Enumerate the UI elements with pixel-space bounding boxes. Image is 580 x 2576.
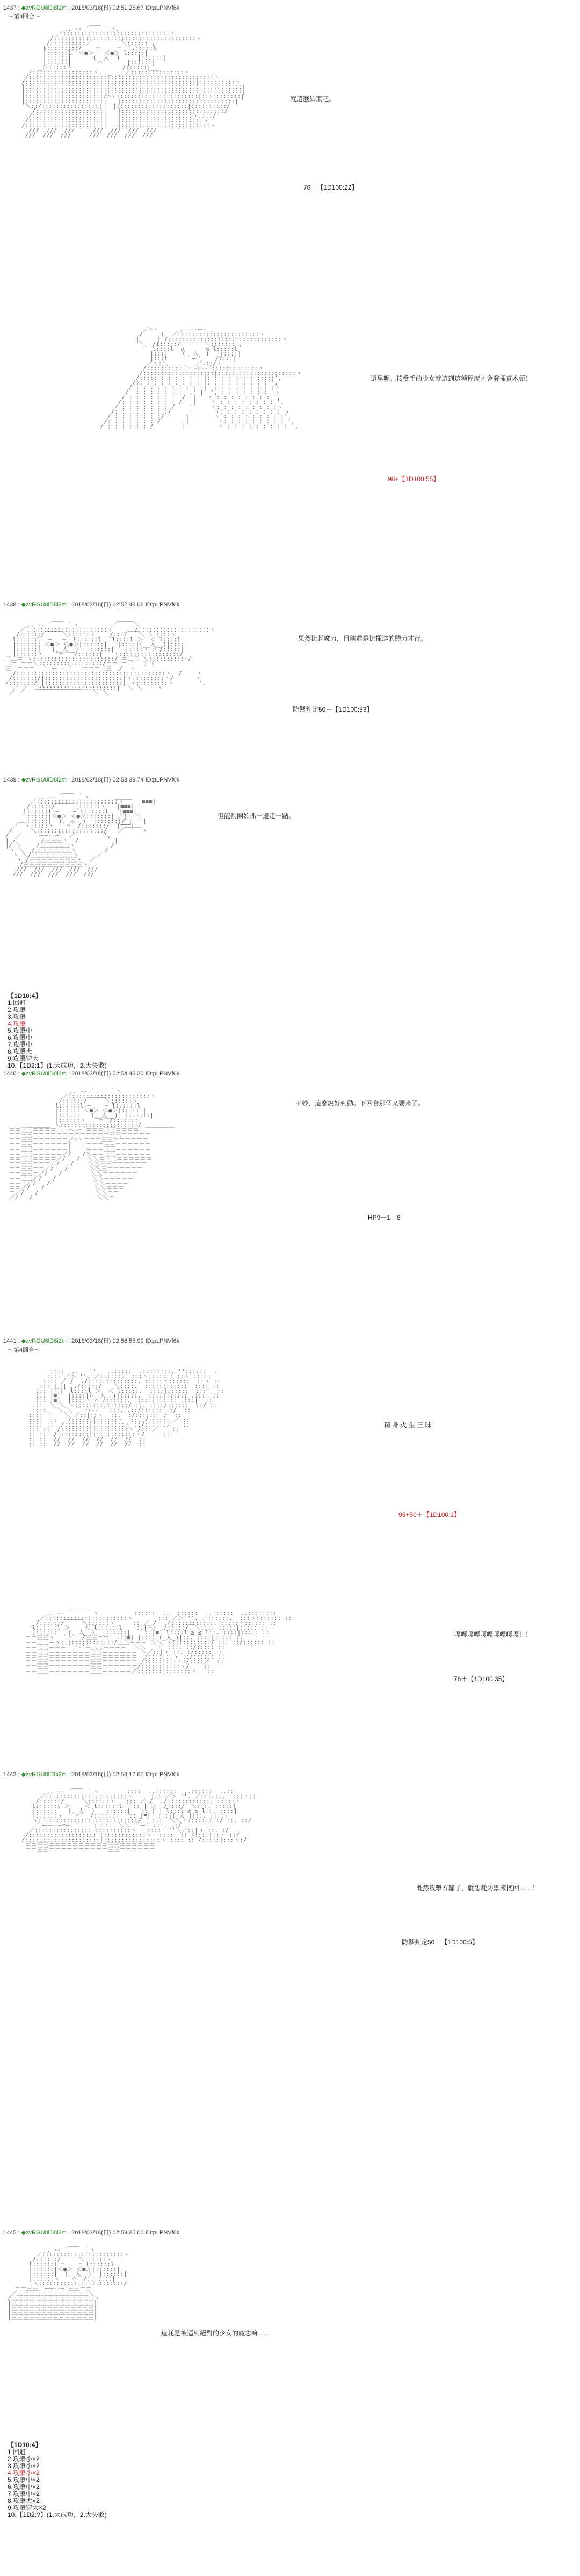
menu-item: 5.攻擊中×2 (8, 2476, 40, 2484)
post-time: 02:59:25.00 (112, 2230, 144, 2236)
menu-item: 8.攻擊大 (8, 1048, 33, 1055)
post-id[interactable]: ID:pLPNVf6k (143, 602, 180, 608)
post-header-1443 (3, 1770, 179, 1778)
hp-calc: HP9－1＝8 (368, 1214, 401, 1221)
tripcode: ◆zvRGU8lD8i2m (21, 777, 67, 783)
narration-line: 還早呢。接受手的少女就這到這種程度才會發揮真本領！ (371, 375, 532, 382)
narration-line: 但能夠開始抓一邊走一點。 (218, 812, 295, 820)
post-id[interactable]: ID:pLPNVf6k (143, 5, 180, 11)
narration-line: 這耗是被逼到絕對的少女的魔志嘛…… (161, 2329, 271, 2337)
post-header-1439 (3, 775, 179, 784)
post-sep: : (16, 1771, 21, 1778)
post-header-1441 (3, 1336, 179, 1345)
post-id[interactable]: ID:pLPNVf6k (143, 1771, 180, 1778)
menu-item: 7.攻擊中 (8, 1041, 33, 1048)
post-number[interactable]: 1445 (3, 2230, 17, 2236)
narration-line: 就這麼結束吧。 (290, 95, 336, 103)
post-header-1437 (3, 3, 179, 12)
post-id[interactable]: ID:pLPNVf6k (143, 1070, 180, 1077)
post-sep: : (16, 5, 21, 11)
post-sep: : (16, 2230, 21, 2236)
post-date: : 2018/03/18(日) (66, 1338, 113, 1344)
post-number[interactable]: 1440 (3, 1070, 17, 1077)
ascii-art-8: ,. -‐ ´￣￣ ｀ヽ :::: ..:::::: ..:::::: ..:: ／:::::::::::::::::::::::ヽ ::: ／＞ ''. ／::::::. :::ヽ:: /::::::/￣￣￣＼::::::ヽ ::: ／ / ./::::::::::::. :::::ヽ l::::::l ＞ ＜ l::::::l :: |三| ./::::/￣＼:::. :::::| |::::::| (__人__) |::::::| :: |≡| l:::l ≧ ≦ l::. ::::| |::::::ヽ ｀⌒´ /::::::| :: |≡| |:::|(_人_)|::. ::::| ヽ::::::::::::::::::::::::::::/ ::: ＼＼ヽ:::::::::/ ::. ::/ ｀ー─‐‐─r─‐ ´ :::: ＼＼ ｀ー´ :::. .:/ ／::::::::::::::::|::::::::::ヽ :::: ''＼／::|ヽ ::. :/ /:::::::::::::::::::|:::::::::::::ヽ :::: :: /::::|::ヽ ::/ /:::::::::::::::::::::|::::::::::::::::ヽ :::: :: /:::::|:::ヽ:/ ＝＝三三＝＝＝＝＝＝＝＝＝＝三三＝＝＝＝＝＝ ＝＝三三＝＝＝＝＝＝＝＝＝＝三三＝＝＝＝＝＝ (21, 1788, 256, 1853)
menu-item: 9.攻擊特大×2 (8, 2504, 46, 2512)
narration-line: 既然攻擊方輸了，就想耗防禦來挽回……！ (416, 1884, 539, 1892)
ascii-art-2: ／⌒ヽ ,. -‐ー- 、 / l ／:::::::::::::::::::::::ヽ | | /::::::::::::::::::::::::::::::::ヽ ＼ /l:::::/￣￣￣￣＼:::::::', ｀ l::::l ≧ ≦ l:::::l |:::| (__人__) |::::| |:::l ｀ー' /::::| ／ヽ:＼ ／:::/ヽ /::::::::::｀ー‐r‐‐´:::::::::::::ヽ /::::::::::::::::::::|::::::::::::::::::::::ヽ /::::: : : : : : : |: : : : : : : :::::', /:: : : : : : : : : |: : : : : : : : : ', / : : : : : : : : : | : : : : : : : : :ヽ / : : : : : : : ,' | ', : : : : : : : ヽ / : : : : : : : / | ヽ : : : : : : : : ', /: : : : : : : : / | ヽ : : : : : : : : ', / : : : : : : : / | ヽ: : : : : : : : :ヽ /: : : : : : : :/ | ヽ: : : : : : : : : ヽ / : : : : : : :/ | ヽ : : : : : : : : :', /: : : : : : : / | ヽ: : : : : : : : : ', / : : : : : : / | ヽ : : : : : : : : : ', (100, 326, 302, 430)
post-id[interactable]: ID:pLPNVf6k (143, 777, 180, 783)
choice-menu-2 (8, 2442, 107, 2519)
menu-item: 3.攻擊 (8, 1013, 26, 1021)
post-time: 02:58:17.60 (112, 1771, 144, 1778)
post-time: 02:53:39.74 (112, 777, 144, 783)
post-number[interactable]: 1438 (3, 602, 17, 608)
post-header-1438 (3, 600, 179, 609)
narration-line: 果然比起魔力，目前還是比揮達的體力才行。 (298, 635, 427, 642)
dice-roll: 防禦判定50＋【1D100:53】 (293, 706, 373, 713)
post-time: 02:56:55.99 (112, 1338, 144, 1344)
menu-item: 6.攻擊中×2 (8, 2483, 40, 2491)
round-marker-3: 〜第3回合〜 (8, 13, 41, 20)
post-date: : 2018/03/18(日) (66, 777, 113, 783)
ascii-art-1: ,. -‐ ´￣￣ ｀ヽ、 ／::::::::::::::::::::::::::::::ヽ /::::::::::::::::::::::::::::::::::::::::ヽ /::::::::::／￣￣￣￣￣＼::::::', l:::::::::/ ─ ─ ',:::::l |::::::l ＜●＞ ＜●＞ l:::::| |::::::| (__人__) |::::::| |::::::| ｀⌒´ |::::::| ＿_|::::::ヽ /::::::|__ /:::::::::::::::::ヽ.＿_＿_ ／:::::::::::::::ヽ /::::::::::::::::::::::::::::::::::::::::::::::::::::ヽ /::::::|:::::::::::::::::::::::::::::::::::::::::|::::::::::ヽ |::::::|::::::::::::::::::::::::::::::::::::::::::|:::::::::::| |::::::|::::::::::::::::::::::::::::::::::::::::::|:::::::::::| |::::::|:::::::::::::::/⌒ヽ:::::::::::::::::::::::|:::::::::::| |::::::|:::::::::::::::| |::::::::::::::::::::|:::::::::::| ＼::/::::::::::::::::| |::::::::::::::::::::|::::::::::/ /:::::::::::::::::::| |::::::::::::::::::::|::::::::/ /::::::::::::::::::::| |::::::::::::::::::::ヽ::::/ /:::::::::::::::::::::| |:::::::::::::::::::::::ヽ /::::::::::::::::::::::| |:::::::::::::::::::::::::ヽ /// /// /// /// /// /// /// /// /// /// /// /// /// /// (21, 25, 246, 139)
tripcode: ◆zvRGU8lD8i2m (21, 602, 67, 608)
tripcode: ◆zvRGU8lD8i2m (21, 1338, 67, 1344)
ascii-art-6: :::: .. '' ..::::: .::::::::. '':::::: .. :::: ／＞ ''. ／::::::. :::ヽ::::::: ::ヽ ::::: :::: ／ / ./::::::::::::::. :::::ヽ:::::: ::ヽ :: ::: |三| ../:::::/￣￣＼::::. :::::|:::::: :::| :: ::: |三| l::::l ＞ ＜ l:::::. ::::|:::::: :::| :: ::: |≡| |::::|(__人__)|:::::. ::::|:::::: .:::| :: ::: |≡| |::::ヽ ⌒ /::::::. ::::|:::::: .:::| :: ::: ＼ ＼ ヽ:::::::::::::::/ ::. ::::/:::::: ::/ :: :::: ＼ ＼ ｀ーr-‐ ´ :::. .::/:::::: .:/ :: :::: '' ＼ ／::|::ヽ ::. :/:::::: / :: :::: :: /::::::|::::::ヽ ::../:::::: ／ :: :::: :: /:::::::|:::::::::ヽ ::/::::::／ :: ::: :: /::::::::|::::::::::ヽ /:::／ :: :: :: /:::::::::|::::::::::::ヽ/ :: :: :: // // // // // // :: :: :: // // // // // // :: (28, 1368, 224, 1448)
skill-shout: 精 身 火 生 三 昧！ (384, 1421, 438, 1429)
post-date: : 2018/03/18(日) (66, 5, 113, 11)
post-header-1440 (3, 1069, 179, 1077)
post-date: : 2018/03/18(日) (66, 1070, 113, 1077)
post-header-1445 (3, 2228, 179, 2237)
dice-roll: 76＋【1D100:22】 (303, 184, 358, 191)
menu-item: 7.攻擊中×2 (8, 2490, 40, 2498)
post-id[interactable]: ID:pLPNVf6k (143, 2230, 180, 2236)
dice-roll: 76＋【1D100:35】 (454, 1675, 509, 1683)
ascii-art-4: ,. -‐ ´￣￣ ｀ヽ ＿＿＿ ／:::::::::::::::::::::::ヽ |≡≡≡| /::::::/￣￣￣＼::::::ヽ |≡≡≡| l::::::l ─ ─ l::::::l |≡≡≡| |::::::|＜●＞ ＜●＞|::::::| ／|≡≡≡| |::::::| (__人__) |::::::|/ |≡≡≡| ／￣ヽ:::::ヽ ｀⌒´ /:::::::/ |≡≡≡| / ＼:::::::::::::::::::/ ／￣￣￣ヽ / ／ ｀ー─‐‐─´ ／ ', | / /三三三ヽ / | |/ ＼ /三三三三三ヽ / ヽ ＼ /三三三三三三ヽ / ヽ ＼/三三三三三三三ヽ ／ ヽ /三三三三三三三三ヽ ／ /三三三三三三三三三三ヽ /// /// /// /// /// /// /// /// /// /// (5, 793, 156, 878)
tripcode: ◆zvRGU8lD8i2m (21, 1070, 67, 1077)
narration-line: 不妙，這麼說好到動。下回合那個又要來了。 (295, 1099, 425, 1107)
menu-title: 【1D10:4】 (8, 992, 42, 1000)
round-marker-4: 〜第4回合〜 (8, 1347, 41, 1354)
post-sep: : (16, 602, 21, 608)
menu-item: 1.回避 (8, 2448, 26, 2456)
ascii-art-5: ,. -‐ ´￣￣ ｀ヽ ／:::::::::::::::::::::::ヽ /::::::/￣￣￣＼::::::ヽ l::::::l ─ ─ l::::::l |::::::|＜●＞ ＜●＞|::::::| |::::::| (__人__) |::::::| |::::::ヽ ｀⌒´ /:::::::| ＿＿＿＿ ヽ::::::::::::::::::::::/ ＿＿＿＿＿ ＝＝三三＝＝＝＝｀ー─‐‐─´＝＝＝三三＝＝＝＝ ＝＝三三＝＝＝＝＝＝＝＝＝＝＝＝＝三三＝＝＝＝＝ ＝＝三三＝＝＝＝＝＝／⌒ヽ＝＝＝三三＝＝＝＝＝＝ ＝＝三三＝＝＝＝＝＝| |＝＝＝三三＝＝＝＝＝＝ ＝＝三三＝＝＝＝＝＝| |＝＝＝三三＝＝＝＝＝＝ ＝＝三三＝＝＝＝＝／/ /＼＝＝三三＝＝＝＝＝＝ ＝＝三三＝＝＝＝／/ / ＼＼＝三三＝＝＝＝＝＝ ＝＝三三＝＝＝／/ / ＼＼三三＝＝＝＝＝＝ ＝＝三三＝＝／/ / ＼＼三＝＝＝＝＝＝ ＝＝三三＝／/ / ＼＼＝＝＝＝＝＝ ＝＝三三／/ / ＼＼＝＝＝＝＝ ＝＝三／/ / ＼＼＝＝＝＝ ＝＝／/ / ＼＼＝＝＝ ＝／/ / ＼＼＝＝ ／/ / ＼＼＝ (9, 1088, 175, 1201)
choice-menu-1 (8, 993, 107, 1069)
post-date: : 2018/03/18(日) (66, 2230, 113, 2236)
menu-item: 10.【1D2:?】(1.大成功，2.大失敗) (8, 2511, 107, 2519)
menu-item: 2.攻擊小×2 (8, 2455, 40, 2463)
ascii-art-7: ,. -‐ ´￣￣ ｀ヽ :::::: .. :::::: ..:::::: ..:::::::: ／:::::::::::::::::::::::ヽ ::: ／＞ ''. ／::::::. :::ヽ::::::: :: /::::::/￣￣￣＼::::::ヽ :: ／ / ./::::::::::::. :::::ヽ:::::: :: l::::::l ＞ ＜ l::::::l ::|三| ./:::::/￣＼:::. :::::|::::: :: |::::::| (__人__) |::::::| ::|≡| l::::l ≧ ≦ l::. ::::|::::: :: ＝＝三三ヽ ｀⌒´ /三三＝＝ ::|≡| |::::|(_人_)|::. ::::|::::: :: ＝＝三三＝ヽ:::::::::::::::/三三＝＝＝ ＼＼ ヽ:::::::::::/ ::. ::/:::::: :: ＝＝三三＝＝＝｀ー‐´＝三三＝＝＝＝ ＼＼ ｀ー´ :::. .:/::::: :: ＝＝三三＝＝＝＝＝＝＝三三＝＝＝＝＝＝ ＼／::|ヽ ::. :/::::: :: ＝＝三三＝＝＝＝＝＝＝三三＝＝＝＝＝＝ /::::|::ヽ ::/:::::: :: ＝＝三三＝＝＝＝＝＝＝三三＝＝＝＝＝＝ /:::::|:::ヽ:/::::／ :: ＝＝三三＝＝＝＝＝＝＝三三＝＝＝＝＝＝/::::::|::::ヽ/ :: ＝＝三三＝＝＝＝＝＝＝三三＝＝＝＝＝／:::::::|:::::::ヽ :: (25, 1610, 292, 1675)
menu-item: 5.攻擊中 (8, 1027, 33, 1034)
post-number[interactable]: 1437 (3, 5, 17, 11)
menu-title: 【1D10:4】 (8, 2441, 42, 2449)
menu-item-selected: 4.攻擊小×2 (8, 2469, 40, 2477)
menu-item-selected: 4.攻擊 (8, 1020, 26, 1027)
dice-roll: 98+【1D100:55】 (388, 475, 440, 483)
ascii-art-9: ,. -‐ ´￣￣ ｀ヽ ／:::::::::::::::::::::::ヽ /::::::/￣￣￣＼::::::ヽ l::::::l ─ ─ l::::::l |::::::|＜●＞ ＜●＞|::::::| |::::::| (__人__) |::::::| |::::::ヽ ｀⌒´ /:::::::| ヽ::::::::::::::::::::::::/ ＝＝三三｀ー─‐‐─´三三＝＝ ／三三三三三三三三三三三三＼ /三三三三三三三三三三三三三三ヽ |三三三三三三三三三三三三三三| |三三三三三三三三三三三三三三| |三三三三三三三三三三三三三三| |三三三三三三三三三三三三三三| (8, 2246, 130, 2321)
post-date: : 2018/03/18(日) (66, 602, 113, 608)
post-id[interactable]: ID:pLPNVf6k (143, 1338, 180, 1344)
post-number[interactable]: 1439 (3, 777, 17, 783)
post-sep: : (16, 777, 21, 783)
tripcode: ◆zvRGU8lD8i2m (21, 2230, 67, 2236)
menu-item: 3.攻擊小×2 (8, 2462, 40, 2470)
post-number[interactable]: 1441 (3, 1338, 17, 1344)
post-time: 02:51:26.67 (112, 5, 144, 11)
menu-item: 9.攻擊特大 (8, 1055, 39, 1062)
menu-item: 1.回避 (8, 999, 26, 1007)
narration-line: 嘎嘎嘎嘎嘎嘎嘎嘎嘎嘎！！ (454, 1631, 532, 1638)
menu-item: 6.攻擊中 (8, 1034, 33, 1041)
post-time: 02:52:49.06 (112, 602, 144, 608)
post-date: : 2018/03/18(日) (66, 1771, 113, 1778)
dice-roll: 防禦判定50＋【1D100:5】 (402, 1938, 479, 1946)
post-sep: : (16, 1338, 21, 1344)
tripcode: ◆zvRGU8lD8i2m (21, 1771, 67, 1778)
tripcode: ◆zvRGU8lD8i2m (21, 5, 67, 11)
post-sep: : (16, 1070, 21, 1077)
menu-item: 10.【1D2:1】(1.大成功，2.大失敗) (8, 1062, 107, 1069)
post-time: 02:54:48.30 (112, 1070, 144, 1077)
ascii-art-3: ,. -‐ ´￣￣ ｀ヽ ／￣￣￣＼ ／:::::::::::::::::::::::ヽ /::::::::::::::::::::ヽ /::::::/￣￣￣＼::::::ヽ /:::/￣￣＼:::::::ヽ l::::::l ─ ─ l::::::l l::::l ＞ ＜ l::::l |::::::| ＜●＞ ＜●＞|::::::| |::::|(__人__)|::::| |::::::| (__人__) |::::::| |::::ヽ ⌒ /:::::| |::::::ヽ ｀⌒´ /::::::| ヽ:::::::::::::::::/ 三二＝ ヽ:::::::::::::::::::::::/ ＝二三 ＼:::::::::::/ 二＝ ＝＝＼::::::::::::::::::/＝＝ ＝二 ) ( 三二＝＝＝ ｀ ー ‐ ´ ＝＝＝二三 / ヽ /::::::::::::::::::::::::::::::::::::::::::ヽ / ヽ /:::::::/|::::::::::::::::::::::|ヽ:::::::::ヽ/ ヽ /:::::::/ |::::::::::::::::::::::| ヽ:::::::::ヽ ', ／ ／ |::::::::::::::::::::::| ＼ ＼ ヽ ／ ／ ￣￣￣￣￣￣￣￣ ＼ ＼ (5, 621, 215, 696)
post-number[interactable]: 1443 (3, 1771, 17, 1778)
menu-item: 2.攻擊 (8, 1006, 26, 1014)
dice-roll: 93+50＋【1D100:1】 (398, 1511, 461, 1518)
menu-item: 8.攻擊大×2 (8, 2497, 40, 2505)
